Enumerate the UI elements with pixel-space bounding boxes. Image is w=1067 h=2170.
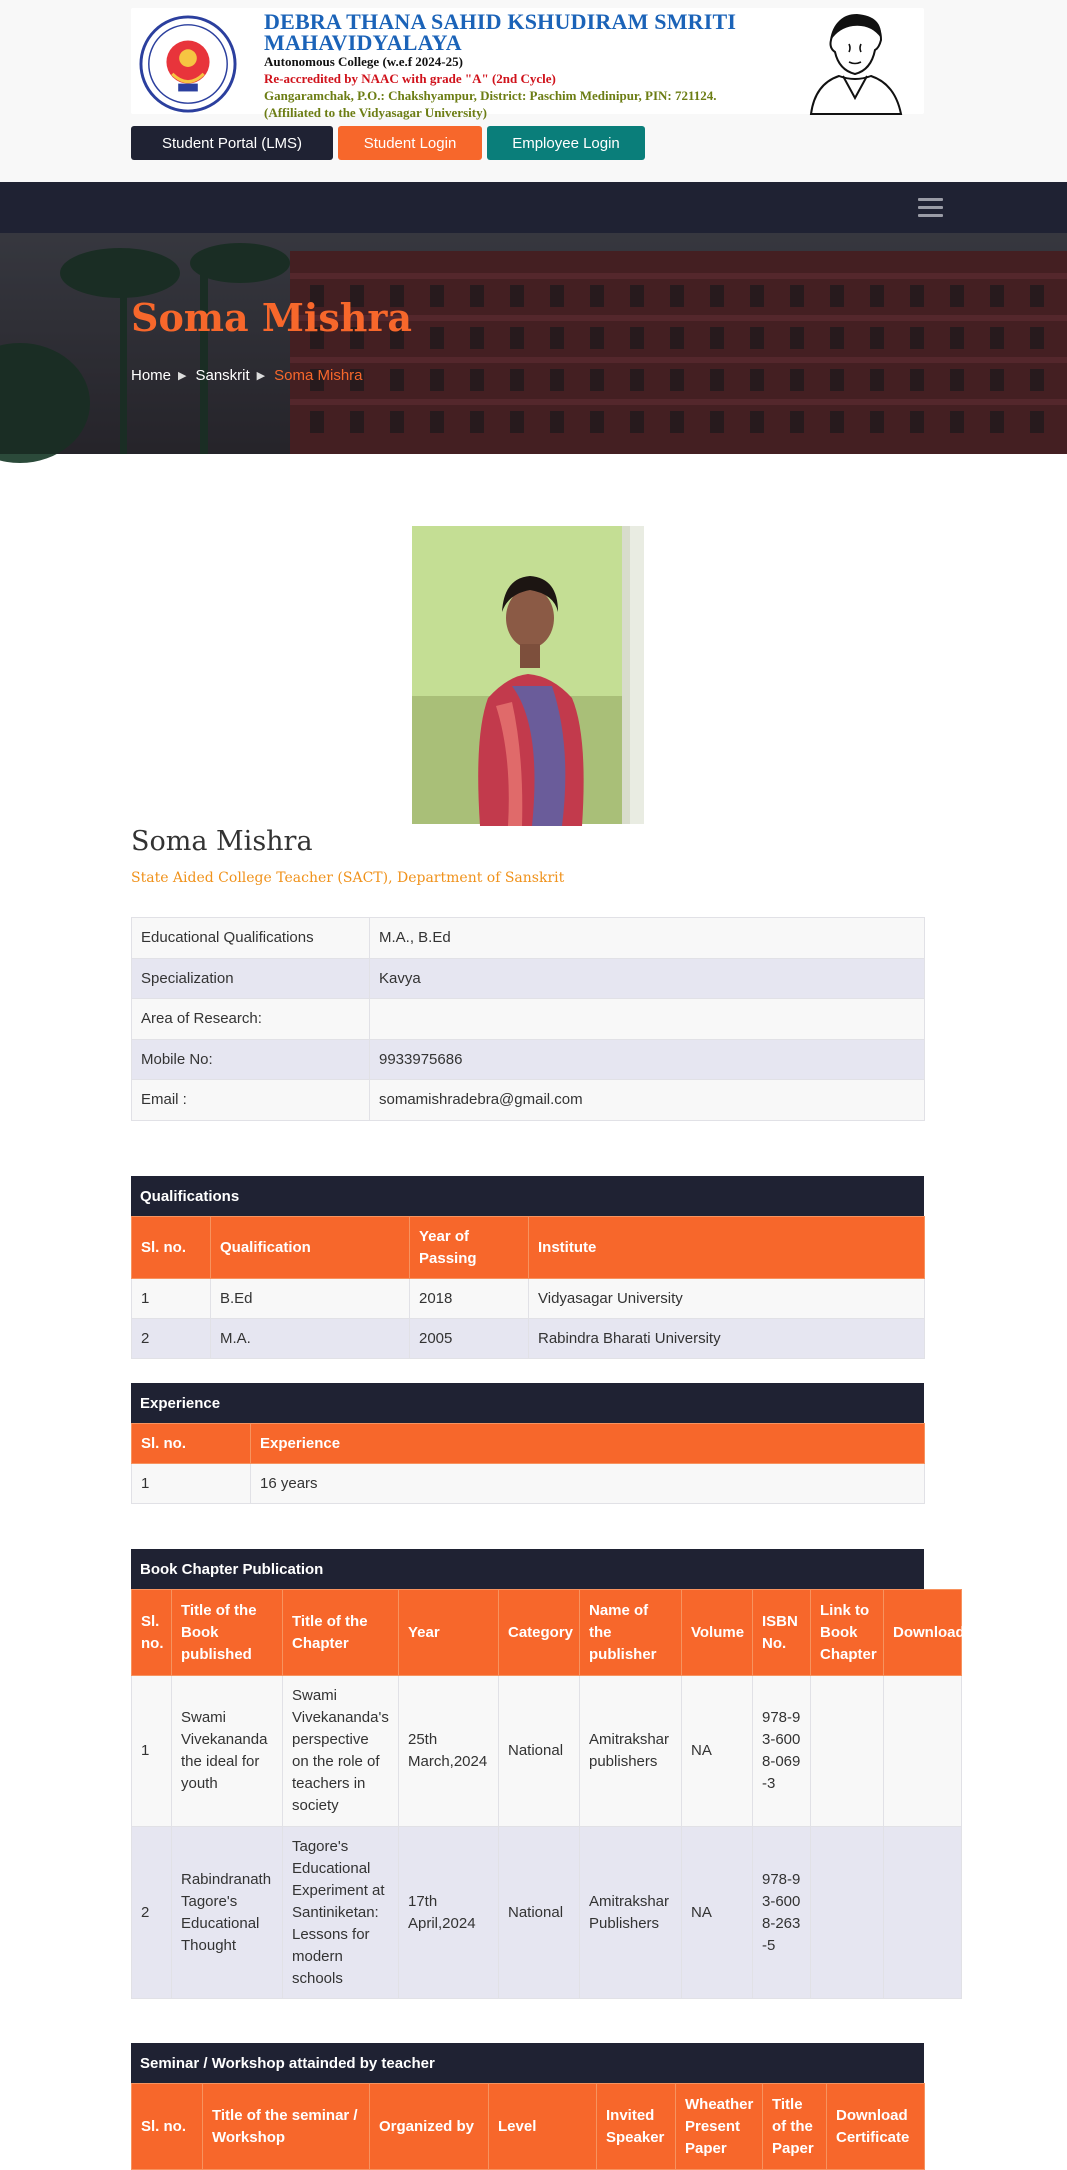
detail-value <box>370 999 925 1040</box>
table-row <box>132 1080 925 1121</box>
breadcrumb-dept-link[interactable]: Sanskrit <box>195 367 250 384</box>
seminar-table <box>131 2083 925 2170</box>
table-row <box>132 1464 925 1504</box>
table-row <box>132 958 925 999</box>
address-text: Gangaramchak, P.O.: Chakshyampur, District: Paschim Medinipur, PIN: 721124. <box>264 88 717 103</box>
table-cell: 1 <box>132 1279 211 1319</box>
detail-label: Educational Qualifications <box>132 918 370 959</box>
table-cell: NA <box>682 1676 753 1827</box>
table-cell: Rabindra Bharati University <box>529 1319 925 1359</box>
table-row <box>132 1279 925 1319</box>
hero-background-image <box>0 233 1067 454</box>
autonomous-status: Autonomous College (w.e.f 2024-25) <box>264 54 463 69</box>
student-login-button[interactable]: Student Login <box>338 126 482 160</box>
breadcrumb-current: Soma Mishra <box>274 367 363 384</box>
column-header: Name of the publisher <box>580 1590 682 1676</box>
detail-value: Kavya <box>370 958 925 999</box>
column-header: Sl. no. <box>132 2084 203 2170</box>
table-cell: 978-93-6008-263-5 <box>753 1827 811 1999</box>
table-cell: National <box>499 1676 580 1827</box>
detail-label: Specialization <box>132 958 370 999</box>
table-row <box>132 999 925 1040</box>
column-header: Sl. no. <box>132 1424 251 1464</box>
table-cell: 978-93-6008-069-3 <box>753 1676 811 1827</box>
table-row <box>132 1676 962 1827</box>
table-cell: 17th April,2024 <box>399 1827 499 1999</box>
column-header: Download <box>884 1590 962 1676</box>
book-chapter-section <box>131 1549 965 1999</box>
table-cell: Tagore's Educational Experiment at Santiniketan: Lessons for modern schools <box>283 1827 399 1999</box>
section-title: Seminar / Workshop attainded by teacher <box>131 2043 924 2083</box>
accreditation-text: Re-accredited by NAAC with grade "A" (2nd Cycle) <box>264 71 556 86</box>
table-cell: NA <box>682 1827 753 1999</box>
profile-details-table <box>131 917 925 1121</box>
main-navbar <box>0 182 1067 233</box>
table-cell: 16 years <box>251 1464 925 1504</box>
table-row <box>132 918 925 959</box>
table-cell: B.Ed <box>211 1279 410 1319</box>
column-header: Title of the seminar / Workshop <box>203 2084 370 2170</box>
column-header: Sl. no. <box>132 1217 211 1279</box>
detail-label: Mobile No: <box>132 1039 370 1080</box>
breadcrumb-arrow-icon: ▶ <box>256 370 266 382</box>
detail-label: Email : <box>132 1080 370 1121</box>
column-header: Volume <box>682 1590 753 1676</box>
table-cell: 2 <box>132 1827 172 1999</box>
table-row <box>132 1827 962 1999</box>
table-cell: Amitrakshar Publishers <box>580 1827 682 1999</box>
detail-label: Area of Research: <box>132 999 370 1040</box>
column-header: Download Certificate <box>827 2084 925 2170</box>
download-link[interactable] <box>884 1827 962 1999</box>
table-cell: M.A. <box>211 1319 410 1359</box>
column-header: Title of the Book published <box>172 1590 283 1676</box>
table-cell: 2018 <box>410 1279 529 1319</box>
column-header: Link to Book Chapter <box>811 1590 884 1676</box>
affiliation-text: (Affiliated to the Vidyasagar University) <box>264 105 487 120</box>
column-header: Sl. no. <box>132 1590 172 1676</box>
faculty-designation: State Aided College Teacher (SACT), Department of Sanskrit <box>131 870 565 886</box>
table-cell: Vidyasagar University <box>529 1279 925 1319</box>
martyr-portrait-icon <box>791 10 919 114</box>
college-name: DEBRA THANA SAHID KSHUDIRAM SMRITI MAHAVIDYALAYA <box>264 9 737 55</box>
page-hero <box>0 233 1067 454</box>
experience-section <box>131 1383 924 1504</box>
college-seal-icon <box>139 15 237 113</box>
table-cell: 1 <box>132 1676 172 1827</box>
table-cell: 25th March,2024 <box>399 1676 499 1827</box>
table-cell: 2 <box>132 1319 211 1359</box>
college-banner-text <box>264 11 784 121</box>
column-header: Level <box>489 2084 597 2170</box>
table-row <box>132 1039 925 1080</box>
table-cell: National <box>499 1827 580 1999</box>
detail-value: M.A., B.Ed <box>370 918 925 959</box>
column-header: ISBN No. <box>753 1590 811 1676</box>
column-header: Institute <box>529 1217 925 1279</box>
faculty-name: Soma Mishra <box>131 826 313 857</box>
menu-icon[interactable] <box>918 198 943 218</box>
qualifications-table <box>131 1216 925 1359</box>
book-chapter-link[interactable] <box>811 1676 884 1827</box>
profile-photo <box>412 526 644 824</box>
table-row <box>132 1319 925 1359</box>
column-header: Category <box>499 1590 580 1676</box>
section-title: Book Chapter Publication <box>131 1549 924 1589</box>
column-header: Year of Passing <box>410 1217 529 1279</box>
column-header: Invited Speaker <box>597 2084 676 2170</box>
table-cell: Amitrakshar publishers <box>580 1676 682 1827</box>
book-chapter-table <box>131 1589 965 1999</box>
column-header: Qualification <box>211 1217 410 1279</box>
seminar-section <box>131 2043 924 2166</box>
page-title: Soma Mishra <box>131 295 413 340</box>
column-header: Title of the Paper <box>763 2084 827 2170</box>
student-portal-lms-button[interactable]: Student Portal (LMS) <box>131 126 333 160</box>
employee-login-button[interactable]: Employee Login <box>487 126 645 160</box>
section-title: Experience <box>131 1383 924 1423</box>
breadcrumb-home-link[interactable]: Home <box>131 367 172 384</box>
detail-value[interactable]: somamishradebra@gmail.com <box>370 1080 925 1121</box>
table-cell: Swami Vivekananda's perspective on the role of teachers in society <box>283 1676 399 1827</box>
table-cell: Rabindranath Tagore's Educational Thought <box>172 1827 283 1999</box>
download-link[interactable] <box>884 1676 962 1827</box>
column-header: Title of the Chapter <box>283 1590 399 1676</box>
section-title: Qualifications <box>131 1176 924 1216</box>
column-header: Wheather Present Paper <box>676 2084 763 2170</box>
table-cell: Swami Vivekananda the ideal for youth <box>172 1676 283 1827</box>
breadcrumb-arrow-icon: ▶ <box>178 370 187 382</box>
column-header: Organized by <box>370 2084 489 2170</box>
qualifications-section <box>131 1176 924 1359</box>
column-header: Experience <box>251 1424 925 1464</box>
experience-table <box>131 1423 925 1504</box>
column-header: Year <box>399 1590 499 1676</box>
breadcrumb <box>131 367 363 384</box>
table-cell: 1 <box>132 1464 251 1504</box>
book-chapter-link[interactable] <box>811 1827 884 1999</box>
college-banner[interactable] <box>131 8 924 120</box>
book-chapter-table-scroll[interactable] <box>131 1589 965 1999</box>
top-header <box>0 0 1067 182</box>
table-cell: 2005 <box>410 1319 529 1359</box>
detail-value[interactable]: 9933975686 <box>370 1039 925 1080</box>
